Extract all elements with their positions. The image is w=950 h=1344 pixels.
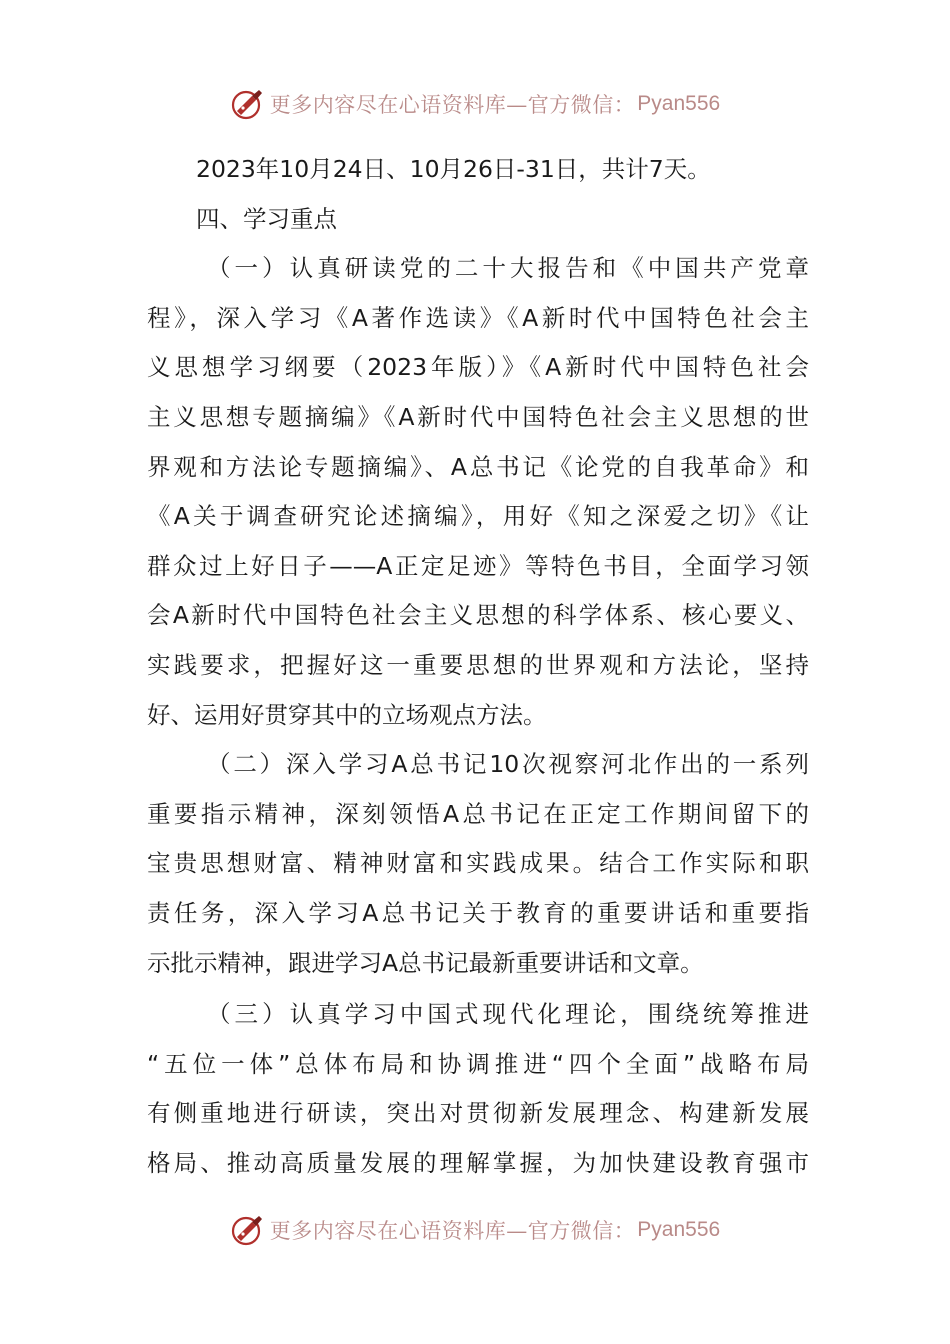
- paragraph-line: 义思想学习纲要（2023年版）》《A新时代中国特色社会: [147, 353, 809, 382]
- paragraph-line: 界观和方法论专题摘编》、A总书记《论党的自我革命》和: [147, 452, 809, 481]
- watermark-handle: Pyan556: [637, 1218, 721, 1241]
- pen-logo-icon: [230, 1212, 266, 1248]
- pen-logo-icon: [230, 86, 266, 122]
- paragraph-line: 示批示精神，跟进学习A总书记最新重要讲话和文章。: [147, 948, 704, 977]
- paragraph-line: 会A新时代中国特色社会主义思想的科学体系、核心要义、: [147, 601, 809, 630]
- paragraph-line: 有侧重地进行研读，突出对贯彻新发展理念、构建新发展: [147, 1099, 809, 1128]
- paragraph-line: 宝贵思想财富、精神财富和实践成果。结合工作实际和职: [147, 849, 809, 878]
- date-line: 2023年10月24日、10月26日-31日，共计7天。: [196, 155, 711, 183]
- paragraph-line: 责任务，深入学习A总书记关于教育的重要讲话和重要指: [147, 898, 809, 927]
- paragraph-line: 重要指示精神，深刻领悟A总书记在正定工作期间留下的: [147, 799, 809, 828]
- watermark-text: 更多内容尽在心语资料库—官方微信：: [269, 1219, 636, 1243]
- paragraph-line: 好、运用好贯穿其中的立场观点方法。: [147, 700, 547, 729]
- paragraph-line: （二）深入学习A总书记10次视察河北作出的一系列: [207, 750, 809, 779]
- watermark-text: 更多内容尽在心语资料库—官方微信：: [269, 93, 636, 117]
- paragraph-line: 主义思想专题摘编》《A新时代中国特色社会主义思想的世: [147, 402, 809, 431]
- footer-watermark: [0, 1208, 950, 1252]
- paragraph-line: （一）认真研读党的二十大报告和《中国共产党章: [207, 254, 809, 283]
- document-body: [147, 145, 809, 1188]
- paragraph-line: （三）认真学习中国式现代化理论，围绕统筹推进: [207, 1000, 809, 1029]
- paragraph-line: 群众过上好日子——A正定足迹》等特色书目，全面学习领: [147, 551, 809, 580]
- paragraph-line: “五位一体”总体布局和协调推进“四个全面”战略布局: [147, 1049, 809, 1078]
- watermark-handle: Pyan556: [637, 92, 721, 115]
- paragraph-1: [147, 244, 809, 740]
- section-heading: 四、学习重点: [196, 204, 337, 233]
- header-watermark: [0, 82, 950, 126]
- paragraph-line: 《A关于调查研究论述摘编》，用好《知之深爱之切》《让: [147, 502, 809, 531]
- paragraph-line: 实践要求，把握好这一重要思想的世界观和方法论，坚持: [147, 650, 809, 679]
- paragraph-2: [147, 740, 809, 988]
- paragraph-line: 程》，深入学习《A著作选读》《A新时代中国特色社会主: [147, 303, 809, 332]
- paragraph-3: [147, 990, 809, 1188]
- paragraph-line: 格局、推动高质量发展的理解掌握，为加快建设教育强市: [147, 1148, 809, 1177]
